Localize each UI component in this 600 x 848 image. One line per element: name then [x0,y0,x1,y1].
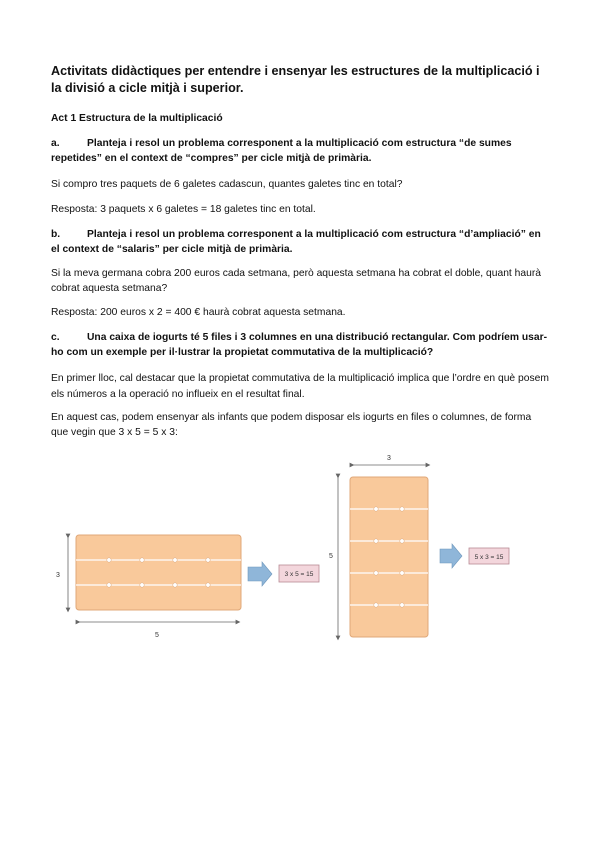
section-a-answer: Resposta: 3 paquets x 6 galetes = 18 galetes tinc en total. [51,204,316,215]
act1-heading: Act 1 Estructura de la multiplicació [51,113,223,124]
section-a-heading [51,137,551,166]
left-yogurt-grid [76,535,241,610]
left-width-label: 5 [155,632,159,639]
right-yogurt-dot [400,571,404,575]
right-height-label: 5 [329,553,333,560]
left-yogurt-dot [206,583,210,587]
section-b-heading [51,228,551,257]
left-height-label: 3 [56,572,60,579]
right-yogurt-dot [400,603,404,607]
section-a-heading-text: Planteja i resol un problema corresponent a la multiplicació com estructura “de sumes repetides” en el context de “compres” per cicle mitjà de primària. [51,138,512,164]
section-b-heading-text: Planteja i resol un problema corresponent a la multiplicació com estructura “d’ampliació” en el context de “salaris” per cicle mitjà de primària. [51,229,541,255]
section-c-para1: En primer lloc, cal destacar que la propietat commutativa de la multiplicació implica que l’ordre en què posem els números a la operació no influeix en el resultat final. [51,373,549,400]
section-c-letter: c. [51,332,60,343]
section-a-letter: a. [51,138,60,149]
left-yogurt-dot [140,583,144,587]
left-yogurt-dot [206,558,210,562]
right-arrow-icon [440,544,462,568]
right-yogurt-dot [400,539,404,543]
commutative-figure [0,440,600,660]
left-grid-background [76,535,241,610]
right-yogurt-dot [374,603,378,607]
right-yogurt-dot [400,507,404,511]
document-title: Activitats didàctiques per entendre i ensenyar les estructures de la multiplicació i la divisió a cicle mitjà i superior. [51,64,540,95]
left-yogurt-dot [107,583,111,587]
right-yogurt-dot [374,539,378,543]
right-yogurt-dot [374,507,378,511]
left-yogurt-dot [107,558,111,562]
section-c-para2: En aquest cas, podem ensenyar als infants que podem disposar els iogurts en files o columnes, de forma que vegin que 3 x 5 = 5 x 3: [51,412,532,438]
section-c-heading [51,331,551,360]
left-arrow-icon [248,562,272,586]
left-yogurt-dot [173,583,177,587]
right-width-label: 3 [387,455,391,462]
section-c-heading-text: Una caixa de iogurts té 5 files i 3 columnes en una distribució rectangular. Com podríem usar-ho com un exemple per il·lustrar la propietat commutativa de la multiplicació? [51,332,548,358]
right-yogurt-dot [374,571,378,575]
left-yogurt-dot [140,558,144,562]
section-b-answer: Resposta: 200 euros x 2 = 400 € haurà cobrat aquesta setmana. [51,307,346,318]
left-yogurt-dot [173,558,177,562]
left-equation: 3 x 5 = 15 [284,571,314,578]
right-equation: 5 x 3 = 15 [474,554,504,561]
section-a-problem: Si compro tres paquets de 6 galetes cadascun, quantes galetes tinc en total? [51,179,403,190]
right-yogurt-grid [350,477,428,637]
section-b-problem: Si la meva germana cobra 200 euros cada setmana, però aquesta setmana ha cobrat el doble, quant haurà cobrat aquesta setmana? [51,268,541,294]
section-b-letter: b. [51,229,61,240]
right-grid-background [350,477,428,637]
